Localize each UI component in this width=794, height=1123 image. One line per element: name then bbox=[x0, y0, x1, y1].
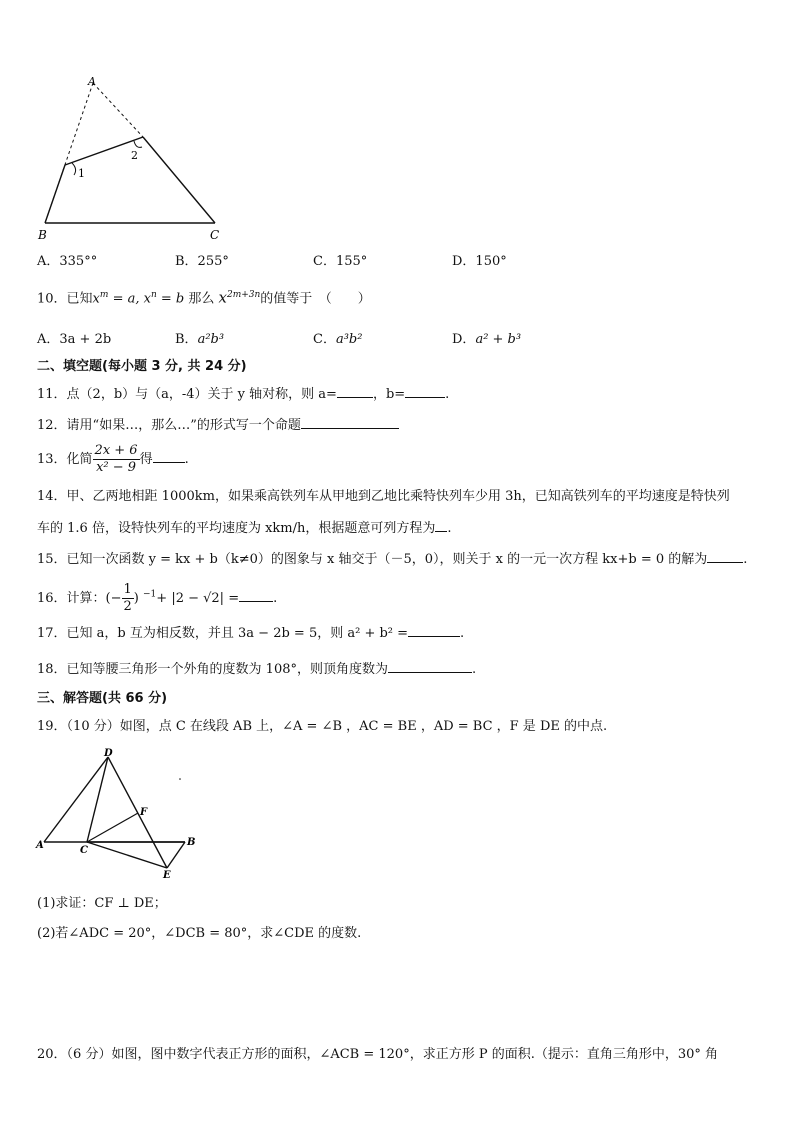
fig19-label-a: A bbox=[36, 840, 44, 851]
question-17: 17．已知 a，b 互为相反数，并且 3a − 2b = 5，则 a² + b² = . bbox=[37, 626, 465, 641]
q10-option-c: C．a³b² bbox=[313, 332, 363, 347]
section-heading-fill-in: 二、填空题(每小题 3 分, 共 24 分) bbox=[37, 359, 247, 374]
q9-option-c: C．155° bbox=[313, 254, 368, 269]
question-12: 12．请用“如果…，那么…”的形式写一个命题 bbox=[37, 416, 399, 435]
question-16: 16．计算：(− $\frac{1}{2}$ ) $^{-1}$+ |2 − √2| = . bbox=[37, 582, 278, 614]
fig9-label-a: A bbox=[88, 75, 96, 88]
triangle-figure-q9 bbox=[30, 75, 230, 245]
question-13: 13．化简 $\frac{2x + 6}{\text{x² − 9}}$ 得 . bbox=[37, 443, 189, 475]
q9-option-b: B．255° bbox=[175, 254, 229, 269]
fig19-label-f: F bbox=[140, 807, 148, 818]
question-19-part-2: (2)若∠ADC = 20°，∠DCB = 80°，求∠CDE 的度数. bbox=[37, 926, 362, 941]
question-10: 10．已知$x^m = a$, $x^n = b$ 那么 $x^{2m+3n}$的值等于 （ ） bbox=[37, 288, 371, 307]
fig9-label-c: C bbox=[210, 228, 220, 242]
question-19-part-1: (1)求证：CF ⊥ DE； bbox=[37, 896, 167, 911]
fig19-label-c: C bbox=[80, 845, 88, 856]
question-15: 15．已知一次函数 y = kx + b（k≠0）的图象与 x 轴交于（－5，0），则关于 x 的一元一次方程 kx+b = 0 的解为 . bbox=[37, 552, 748, 567]
fig9-angle-2: 2 bbox=[131, 149, 138, 162]
q9-option-a: A．335°° bbox=[37, 254, 98, 269]
q10-option-b: B．a²b³ bbox=[175, 332, 225, 347]
question-19: 19．（10 分）如图，点 C 在线段 AB 上，∠A = ∠B ，AC = BE ，AD = BC ，F 是 DE 的中点. bbox=[37, 719, 608, 734]
question-14-line-2: 车的 1.6 倍，设特快列车的平均速度为 xkm/h，根据题意可列方程为 . bbox=[37, 521, 452, 536]
section-heading-solutions: 三、解答题(共 66 分) bbox=[37, 691, 168, 706]
q10-option-a: A．3a + 2b bbox=[37, 332, 112, 347]
q10-option-d: D．a² + b³ bbox=[452, 332, 522, 347]
question-11: 11．点（2，b）与（a，-4）关于 y 轴对称，则 a= ，b= . bbox=[37, 387, 450, 402]
fig9-angle-1: 1 bbox=[78, 167, 85, 180]
fig19-label-b: B bbox=[187, 837, 196, 848]
question-20: 20．（6 分）如图，图中数字代表正方形的面积，∠ACB = 120°，求正方形 P 的面积.（提示：直角三角形中，30° 角 bbox=[37, 1047, 719, 1062]
q9-option-d: D．150° bbox=[452, 254, 507, 269]
geometry-figure-q19 bbox=[30, 745, 205, 885]
fig19-label-e: E bbox=[163, 870, 171, 881]
fig19-label-d: D bbox=[104, 748, 113, 759]
question-14-line-1: 14．甲、乙两地相距 1000km，如果乘高铁列车从甲地到乙地比乘特快列车少用 3h，已知高铁列车的平均速度是特快列 bbox=[37, 489, 730, 504]
fig9-label-b: B bbox=[38, 228, 47, 242]
question-18: 18．已知等腰三角形一个外角的度数为 108°，则顶角度数为 . bbox=[37, 662, 477, 677]
